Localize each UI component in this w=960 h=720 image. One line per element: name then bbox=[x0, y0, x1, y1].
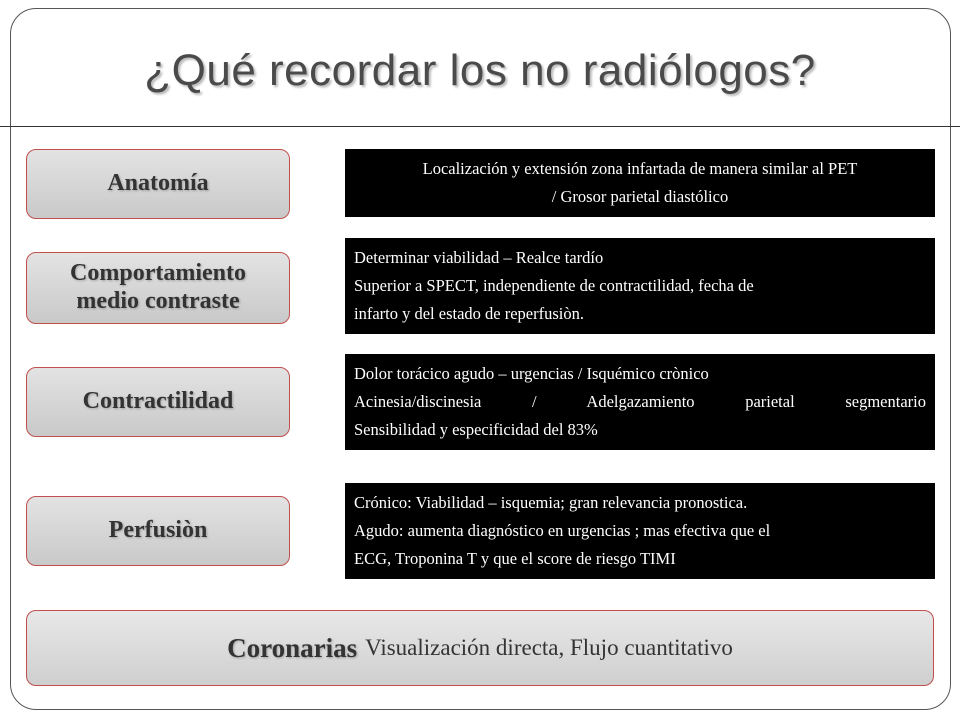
desc-perfusion-line-3: ECG, Troponina T y que el score de riesgo TIMI bbox=[354, 549, 676, 568]
desc-anatomia bbox=[345, 149, 935, 217]
desc-comportamiento-line-1: Determinar viabilidad – Realce tardío bbox=[354, 248, 604, 267]
label-anatomia bbox=[26, 149, 290, 219]
slide-title: ¿Qué recordar los no radiólogos? bbox=[144, 46, 816, 95]
coronarias-heading: Coronarias bbox=[227, 632, 358, 663]
desc-comportamiento bbox=[345, 238, 935, 334]
label-comportamiento-line-1: Comportamiento bbox=[70, 260, 246, 287]
label-perfusion-text: Perfusiòn bbox=[108, 517, 208, 544]
desc-contractilidad-line-2: Acinesia/discinesia / Adelgazamiento parietal segmentario bbox=[354, 392, 926, 411]
coronarias-text: Visualización directa, Flujo cuantitativo bbox=[365, 635, 733, 660]
desc-anatomia-line-1: Localización y extensión zona infartada de manera similar al PET bbox=[422, 159, 858, 178]
label-comportamiento-line-2: medio contraste bbox=[76, 288, 240, 314]
desc-perfusion-line-1: Crónico: Viabilidad – isquemia; gran relevancia pronostica. bbox=[354, 493, 748, 512]
label-anatomia-text: Anatomía bbox=[107, 170, 209, 197]
desc-anatomia-line-2: / Grosor parietal diastólico bbox=[551, 187, 729, 206]
desc-comportamiento-line-3: infarto y del estado de reperfusiòn. bbox=[354, 304, 585, 323]
coronarias-box bbox=[26, 610, 934, 686]
label-perfusion bbox=[26, 496, 290, 566]
desc-contractilidad bbox=[345, 354, 935, 450]
desc-contractilidad-line-3: Sensibilidad y especificidad del 83% bbox=[354, 420, 598, 439]
title-divider bbox=[0, 126, 960, 127]
label-contractilidad-text: Contractilidad bbox=[82, 388, 234, 415]
desc-contractilidad-line-1: Dolor torácico agudo – urgencias / Isquémico crònico bbox=[354, 364, 709, 383]
label-contractilidad bbox=[26, 367, 290, 437]
desc-perfusion bbox=[345, 483, 935, 579]
desc-comportamiento-line-2: Superior a SPECT, independiente de contractilidad, fecha de bbox=[354, 276, 754, 295]
label-comportamiento bbox=[26, 252, 290, 324]
desc-perfusion-line-2: Agudo: aumenta diagnóstico en urgencias ; mas efectiva que el bbox=[354, 521, 771, 540]
